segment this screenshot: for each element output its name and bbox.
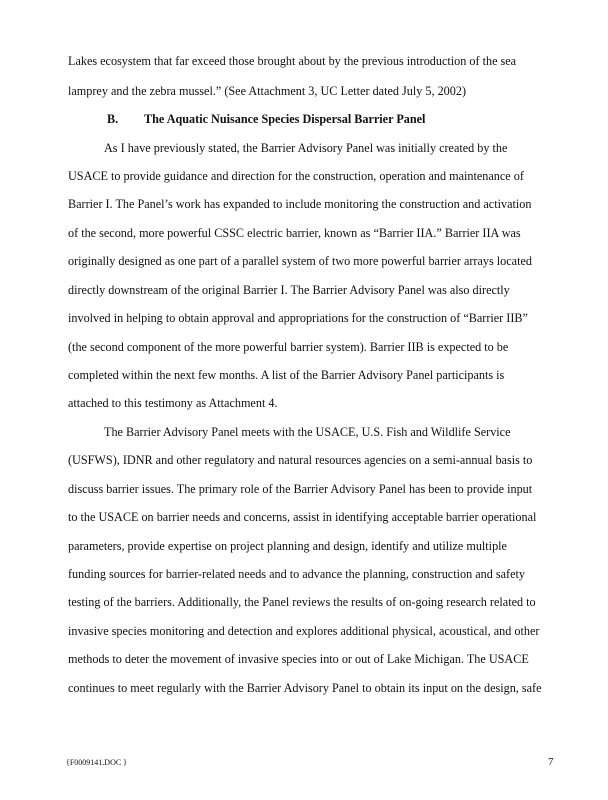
text-line: testing of the barriers. Additionally, the Panel reviews the results of on-going research related to	[68, 595, 536, 609]
text-line: Lakes ecosystem that far exceed those brought about by the previous introduction of the sea	[68, 54, 517, 68]
footer-doc-id: {F0009141.DOC }	[66, 758, 128, 767]
page-number: 7	[548, 756, 554, 768]
section-number: B.	[107, 112, 119, 126]
text-line: lamprey and the zebra mussel.” (See Attachment 3, UC Letter dated July 5, 2002)	[68, 84, 467, 98]
text-line: originally designed as one part of a parallel system of two more powerful barrier arrays located	[68, 254, 532, 268]
text-line: parameters, provide expertise on project planning and design, identify and utilize multiple	[68, 539, 507, 553]
section-title: The Aquatic Nuisance Species Dispersal Barrier Panel	[144, 112, 426, 126]
text-line: funding sources for barrier-related needs and to advance the planning, construction and safety	[68, 567, 525, 581]
text-line: completed within the next few months. A list of the Barrier Advisory Panel participants is	[68, 368, 505, 382]
text-line: methods to deter the movement of invasive species into or out of Lake Michigan. The USACE	[68, 652, 529, 666]
text-line: of the second, more powerful CSSC electric barrier, known as “Barrier IIA.” Barrier IIA was	[68, 226, 521, 240]
text-line: invasive species monitoring and detection and explores additional physical, acoustical, and other	[68, 624, 540, 638]
text-line: discuss barrier issues. The primary role of the Barrier Advisory Panel has been to provide input	[68, 482, 533, 496]
text-line: involved in helping to obtain approval and appropriations for the construction of “Barrier IIB”	[68, 311, 528, 325]
text-line: directly downstream of the original Barrier I. The Barrier Advisory Panel was also directly	[68, 283, 510, 297]
text-line: (the second component of the more powerful barrier system). Barrier IIB is expected to be	[68, 340, 509, 354]
text-line: The Barrier Advisory Panel meets with the USACE, U.S. Fish and Wildlife Service	[104, 425, 511, 439]
text-line: USACE to provide guidance and direction for the construction, operation and maintenance of	[68, 169, 524, 183]
text-line: Barrier I. The Panel’s work has expanded to include monitoring the construction and activation	[68, 197, 532, 211]
text-line: (USFWS), IDNR and other regulatory and natural resources agencies on a semi-annual basis to	[68, 453, 533, 467]
text-line: continues to meet regularly with the Barrier Advisory Panel to obtain its input on the design, safe	[68, 681, 542, 695]
text-line: As I have previously stated, the Barrier Advisory Panel was initially created by the	[104, 141, 508, 155]
text-line: attached to this testimony as Attachment 4.	[68, 396, 278, 410]
text-line: to the USACE on barrier needs and concerns, assist in identifying acceptable barrier operational	[68, 510, 537, 524]
